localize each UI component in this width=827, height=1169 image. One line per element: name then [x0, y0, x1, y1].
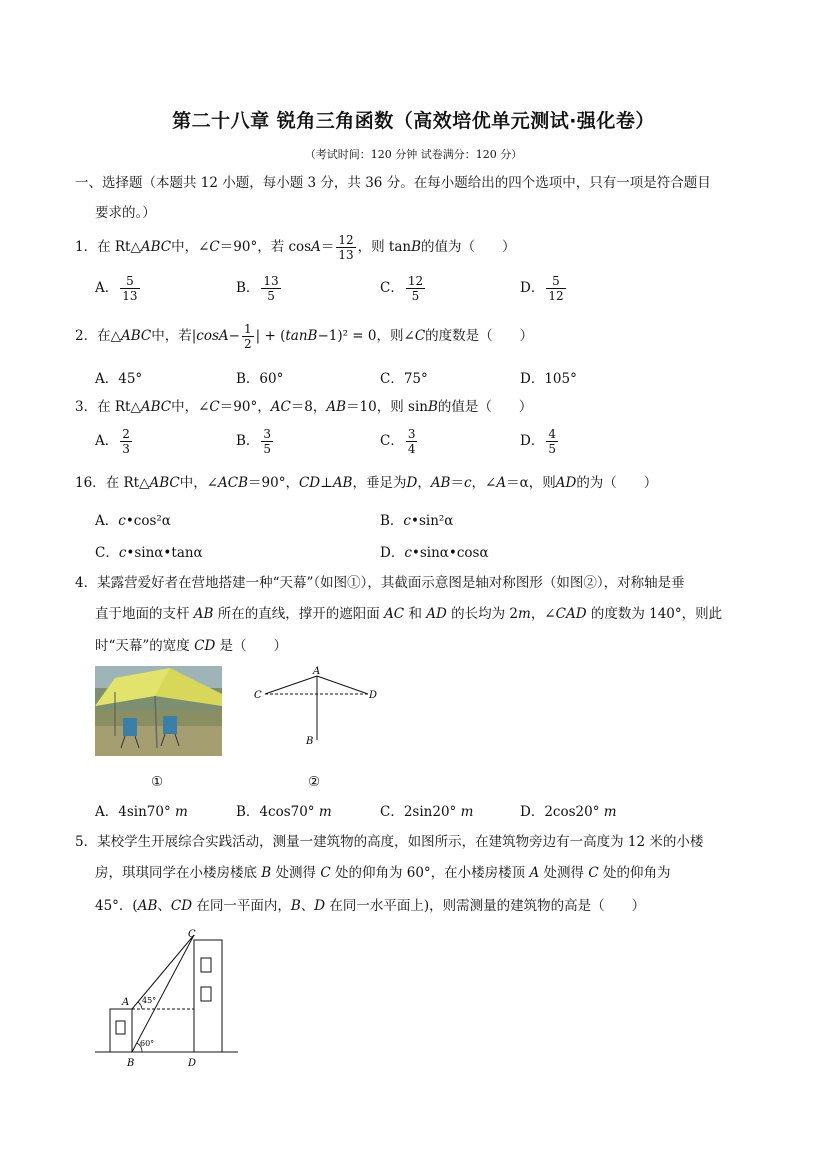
label-b: B [306, 736, 314, 747]
option-b[interactable]: B．60° [236, 371, 284, 387]
label-a: A [313, 666, 321, 677]
question-number: 4． [75, 575, 98, 591]
option-a[interactable]: A．4sin70° m [95, 804, 188, 820]
question-4-line3: 时“天幕”的宽度 CD 是（ ） [95, 638, 288, 654]
question-2: 2．在△ABC中，若|cosA− $\frac{1}{2}$ | + (tanB−1)² = 0，则∠C的度数是（ ） [75, 322, 534, 351]
option-d[interactable]: D．105° [520, 371, 577, 387]
label-b: B [127, 1058, 135, 1069]
canopy-photo [95, 666, 222, 756]
option-d[interactable]: D．c•sinα•cosα [380, 545, 489, 561]
question-number: 1． [75, 239, 98, 255]
option-b[interactable]: B． $\frac{13}{5}$ [236, 274, 279, 303]
question-16: 16．在 Rt△ABC中，∠ACB＝90°，CD⊥AB，垂足为D，AB＝c，∠A＝α，则AD的为（ ） [75, 475, 658, 491]
option-c[interactable]: C． $\frac{12}{5}$ [380, 274, 424, 303]
option-a[interactable]: A． $\frac{5}{13}$ [95, 274, 138, 303]
question-number: 3． [75, 399, 98, 415]
exam-info: （考试时间：120 分钟 试卷满分：120 分） [304, 148, 523, 161]
figure-2-caption: ② [308, 774, 321, 790]
label-c: C [254, 690, 262, 701]
option-c[interactable]: C．75° [380, 371, 428, 387]
option-b[interactable]: B．c•sin²α [380, 513, 454, 529]
label-d: D [369, 690, 378, 701]
question-4-line2: 直于地面的支杆 AB 所在的直线，撑开的遮阳面 AC 和 AD 的长均为 2m，∠CAD 的度数为 140°，则此 [95, 606, 723, 622]
canopy-diagram [250, 664, 390, 750]
angle-45: 45° [142, 996, 157, 1005]
question-5: 5．某校学生开展综合实践活动，测量一建筑物的高度，如图所示，在建筑物旁边有一高度为 12 米的小楼 [75, 834, 704, 850]
option-b[interactable]: B． $\frac{3}{5}$ [236, 427, 272, 456]
label-d: D [188, 1058, 197, 1069]
option-c[interactable]: C．2sin20° m [380, 804, 474, 820]
option-d[interactable]: D． $\frac{4}{5}$ [520, 427, 556, 456]
page-title: 第二十八章 锐角三角函数（高效培优单元测试·强化卷） [172, 110, 655, 132]
question-1: 1．在 Rt△ABC中，∠C＝90°，若 cosA＝ $\frac{12}{13}$ ，则 tanB的值为（ ） [75, 233, 516, 262]
question-number: 5． [75, 834, 98, 850]
angle-60: 60° [140, 1039, 155, 1048]
section-heading: 一、选择题（本题共 12 小题，每小题 3 分，共 36 分。在每小题给出的四个选项中，只有一项是符合题目 [75, 175, 711, 191]
question-4: 4．某露营爱好者在营地搭建一种“天幕”（如图①），其截面示意图是轴对称图形（如图②），对称轴是垂 [75, 575, 685, 591]
label-a: A [122, 997, 130, 1008]
building-diagram [90, 925, 250, 1070]
question-3: 3．在 Rt△ABC中，∠C＝90°，AC＝8，AB＝10，则 sinB的值是（ ） [75, 399, 533, 415]
option-d[interactable]: D．2cos20° m [520, 804, 617, 820]
option-a[interactable]: A． $\frac{2}{3}$ [95, 427, 130, 456]
figure-1-caption: ① [151, 774, 164, 790]
option-a[interactable]: A．c•cos²α [95, 513, 171, 529]
option-a[interactable]: A．45° [95, 371, 143, 387]
option-c[interactable]: C．c•sinα•tanα [95, 545, 203, 561]
option-d[interactable]: D． $\frac{5}{12}$ [520, 274, 564, 303]
question-5-line2: 房，琪琪同学在小楼房楼底 B 处测得 C 处的仰角为 60°，在小楼房楼顶 A 处测得 C 处的仰角为 [95, 865, 671, 881]
section-heading-cont: 要求的。） [95, 205, 156, 221]
option-b[interactable]: B．4cos70° m [236, 804, 332, 820]
fraction: $\frac{12}{13}$ [338, 233, 354, 262]
label-c: C [188, 929, 196, 940]
option-c[interactable]: C． $\frac{3}{4}$ [380, 427, 416, 456]
question-number: 16． [75, 475, 106, 491]
question-5-line3: 45°．(AB、CD 在同一平面内，B、D 在同一水平面上)，则需测量的建筑物的高是（ ） [95, 898, 646, 914]
question-number: 2． [75, 328, 98, 344]
